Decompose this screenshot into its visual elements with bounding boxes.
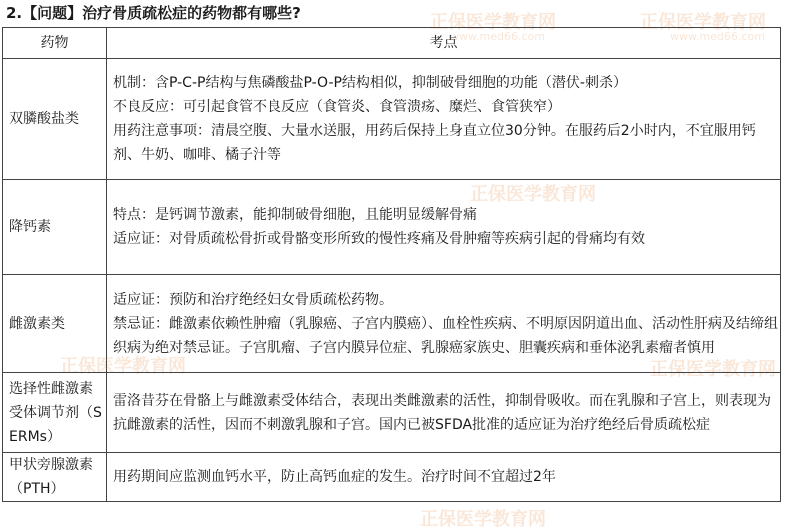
point-text: 用药期间应监测血钙水平，防止高钙血症的发生。治疗时间不宜超过2年 — [113, 469, 556, 485]
watermark: 正保医学教育网 — [470, 184, 596, 205]
points-cell — [107, 59, 781, 180]
point-text: 不良反应：可引起食管不良反应（食管炎、食管溃疡、糜烂、食管狭窄） — [113, 99, 561, 115]
point-text: 机制：含P-C-P结构与焦磷酸盐P-O-P结构相似，抑制破骨细胞的功能（潜伏-刺杀） — [113, 75, 627, 91]
point-text: 用药注意事项：清晨空腹、大量水送服，用药后保持上身直立位30分钟。在服药后2小时内，不宜服用钙剂、牛奶、咖啡、橘子汁等 — [113, 123, 756, 163]
table-row — [3, 180, 781, 275]
point-text: 禁忌证：雌激素依赖性肿瘤（乳腺癌、子宫内膜癌）、血栓性疾病、不明原因阴道出血、活动性肝病及结缔组织病为绝对禁忌证。子宫肌瘤、子宫内膜异位症、乳腺癌家族史、胆囊疾病和垂体泌乳素瘤者慎用 — [113, 315, 778, 356]
watermark: 正保医学教育网 — [420, 509, 546, 530]
points-cell — [107, 373, 781, 453]
watermark: 正保医学教育网 — [640, 12, 766, 33]
drug-name: 选择性雌激素受体调节剂（SERMs） — [3, 373, 107, 453]
drug-name: 雌激素类 — [3, 275, 107, 373]
points-cell — [107, 275, 781, 373]
drug-table — [2, 27, 781, 502]
drug-name: 降钙素 — [3, 180, 107, 275]
table-row — [3, 373, 781, 453]
question-title: 2.【问题】治疗骨质疏松症的药物都有哪些? — [6, 4, 301, 22]
points-cell — [107, 453, 781, 502]
header-points: 考点 — [107, 28, 781, 59]
table-row — [3, 453, 781, 502]
point-text: 特点：是钙调节激素，能抑制破骨细胞，且能明显缓解骨痛 — [113, 207, 477, 223]
watermark: 正保医学教育网 — [650, 359, 776, 380]
point-text: 适应证：对骨质疏松骨折或骨骼变形所致的慢性疼痛及骨肿瘤等疾病引起的骨痛均有效 — [113, 231, 645, 247]
watermark: 正保医学教育网 — [430, 12, 556, 33]
drug-name: 甲状旁腺激素（PTH） — [3, 453, 107, 502]
point-text: 雷洛昔芬在骨骼上与雌激素受体结合，表现出类雌激素的活性，抑制骨吸收。而在乳腺和子宫上，则表现为抗雌激素的活性，因而不刺激乳腺和子宫。国内已被SFDA批准的适应证为治疗绝经后骨质疏松症 — [113, 392, 771, 433]
table-row — [3, 275, 781, 373]
table-header-row — [3, 28, 781, 59]
watermark-url: www.med66.com — [670, 30, 765, 43]
point-text: 适应证：预防和治疗绝经妇女骨质疏松药物。 — [113, 291, 393, 308]
table-row — [3, 59, 781, 180]
watermark: 正保医学教育网 — [60, 356, 186, 377]
drug-name: 双膦酸盐类 — [3, 59, 107, 180]
header-drug: 药物 — [3, 28, 107, 59]
watermark-url: www.med66.com — [450, 30, 545, 43]
points-cell — [107, 180, 781, 275]
